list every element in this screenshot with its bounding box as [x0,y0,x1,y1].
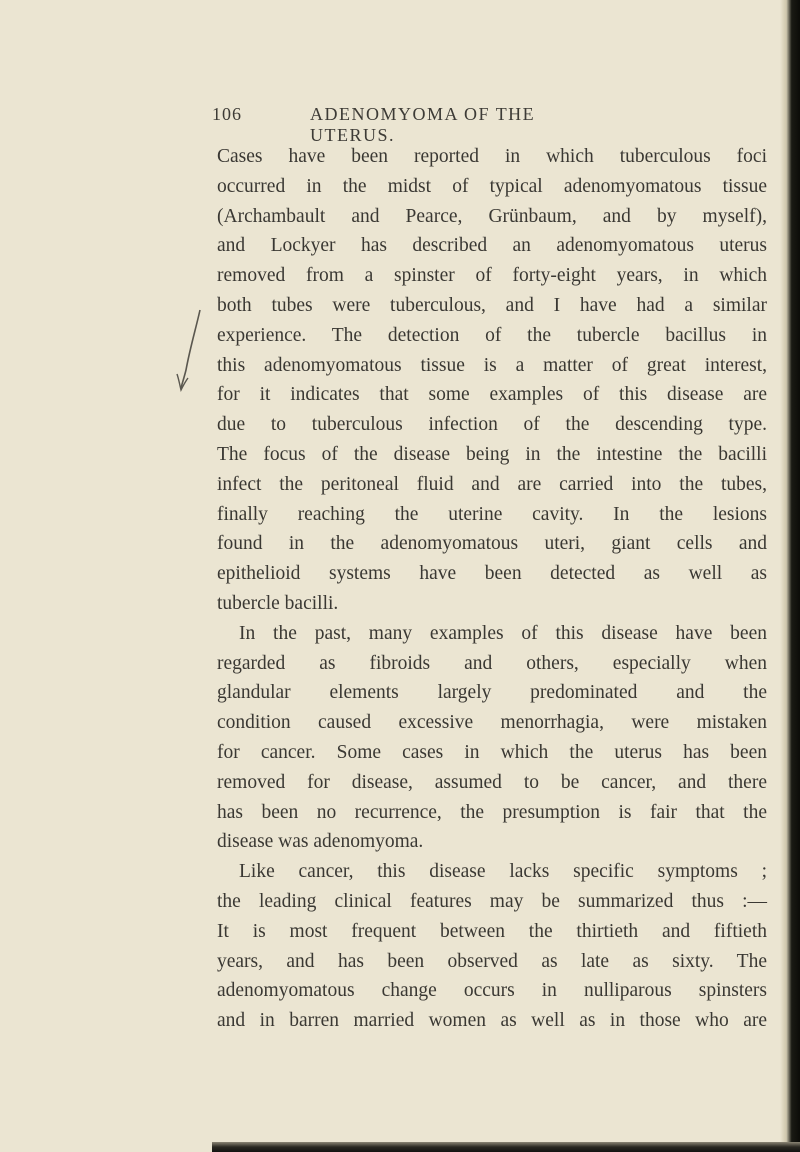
text-line: adenomyomatous change occurs in nulliparous spinsters [217,980,767,1002]
binding-edge [786,0,800,1152]
text-line: this adenomyomatous tissue is a matter of great interest, [217,354,767,376]
text-line: the leading clinical features may be summarized thus :— [217,890,767,912]
pencil-margin-mark-icon [176,308,202,398]
text-line: Cases have been reported in which tuberculous foci [217,146,767,167]
text-line: experience. The detection of the tubercle bacillus in [217,324,767,346]
bottom-edge-shadow [212,1142,800,1152]
text-line: and Lockyer has described an adenomyomatous uterus [217,235,767,257]
text-line: and in barren married women as well as in those who are [217,1010,767,1032]
text-line: for cancer. Some cases in which the uterus has been [217,741,767,763]
text-line: epithelioid systems have been detected as well as [217,563,767,585]
text-line: for it indicates that some examples of this disease are [217,384,767,406]
page-header [212,104,612,145]
text-line: (Archambault and Pearce, Grünbaum, and by myself), [217,205,767,227]
text-line: found in the adenomyomatous uteri, giant cells and [217,533,767,555]
text-line: glandular elements largely predominated and the [217,682,767,704]
text-line: It is most frequent between the thirtieth and fiftieth [217,920,767,942]
text-line: regarded as fibroids and others, especially when [217,652,767,674]
text-line: The focus of the disease being in the intestine the bacilli [217,443,767,465]
text-line: occurred in the midst of typical adenomyomatous tissue [217,175,767,197]
text-line: removed for disease, assumed to be cancer, and there [217,771,767,793]
text-line: both tubes were tuberculous, and I have had a similar [217,294,767,316]
text-line: disease was adenomyoma. [217,831,424,853]
text-line: due to tuberculous infection of the descending type. [217,414,767,436]
text-line: tubercle bacilli. [217,592,339,614]
running-title: ADENOMYOMA OF THE UTERUS. [310,104,536,145]
body-text [217,142,767,1036]
text-line: In the past, many examples of this disease have been [239,622,767,644]
text-line: years, and has been observed as late as sixty. The [217,950,767,972]
text-line: has been no recurrence, the presumption is fair that the [217,801,767,823]
page-number: 106 [212,104,242,124]
text-line: Like cancer, this disease lacks specific symptoms ; [239,861,767,883]
text-line: finally reaching the uterine cavity. In the lesions [217,503,767,525]
text-line: infect the peritoneal fluid and are carried into the tubes, [217,473,767,495]
text-line: removed from a spinster of forty-eight years, in which [217,265,767,287]
text-line: condition caused excessive menorrhagia, were mistaken [217,712,767,734]
